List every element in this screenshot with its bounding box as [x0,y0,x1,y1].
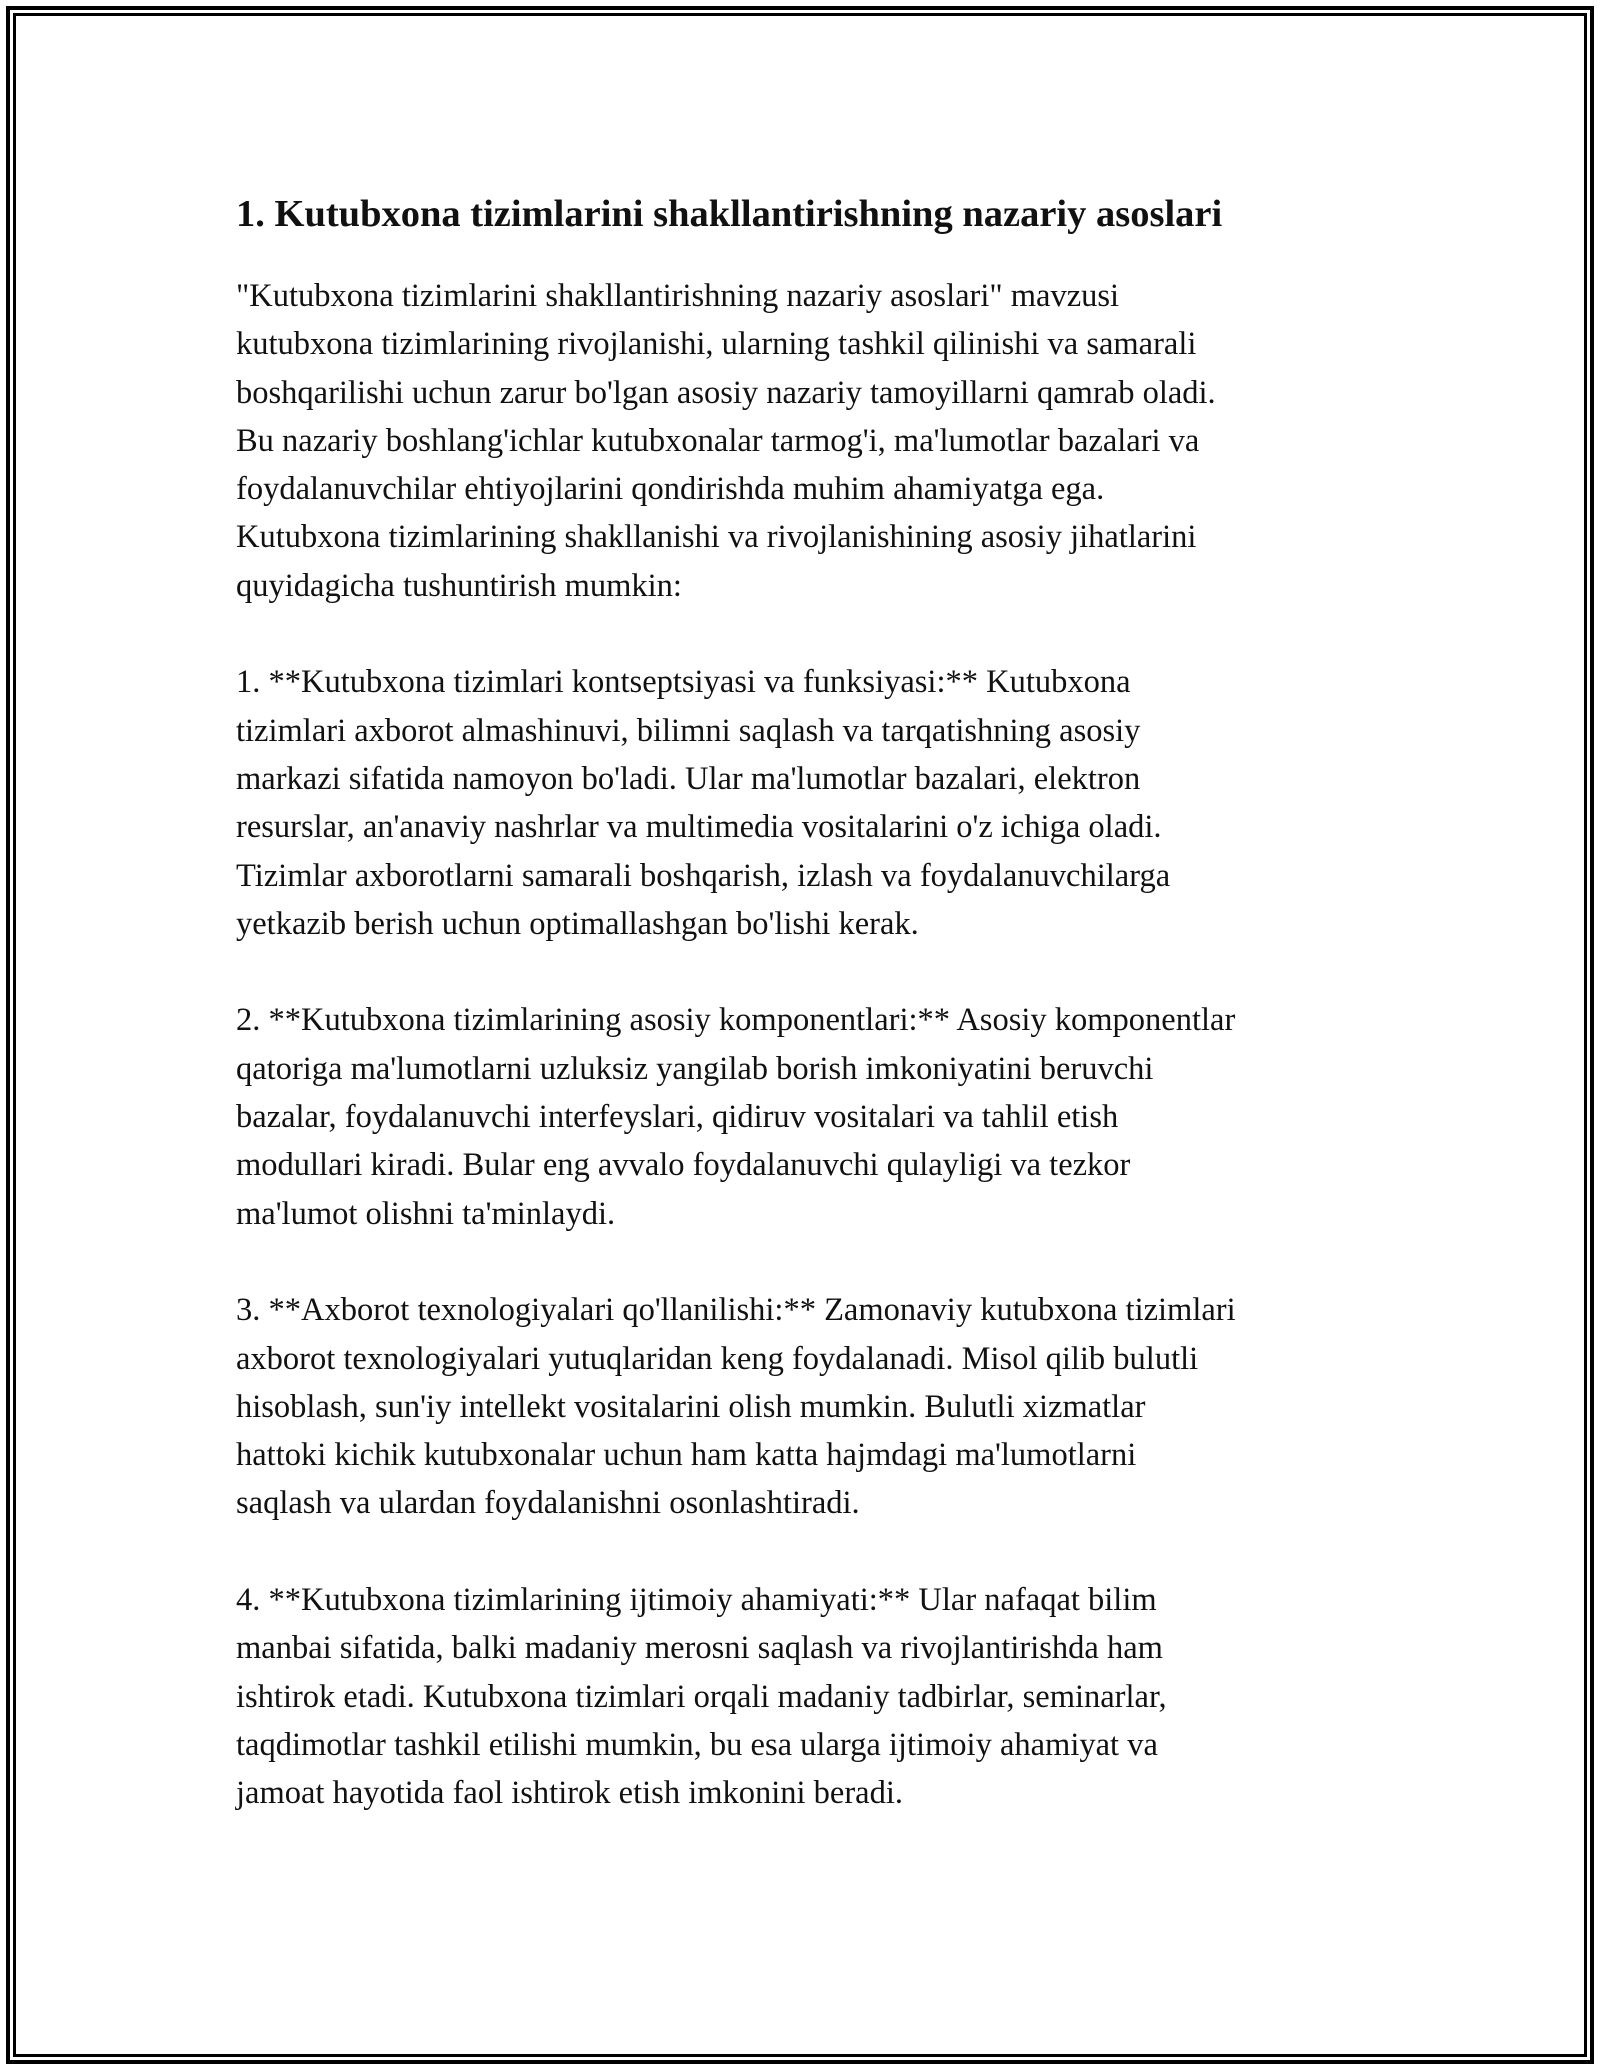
paragraph-line: 1. **Kutubxona tizimlari kontseptsiyasi va funksiyasi:** Kutubxona [236,664,1131,701]
paragraph-line: boshqarilishi uchun zarur bo'lgan asosiy nazariy tamoyillarni qamrab oladi. [236,374,1216,411]
paragraph-line: modullari kiradi. Bular eng avvalo foydalanuvchi qulayligi va tezkor [236,1147,1131,1184]
paragraph-line: quyidagicha tushuntirish mumkin: [236,567,682,604]
paragraph-line: ishtirok etadi. Kutubxona tizimlari orqali madaniy tadbirlar, seminarlar, [236,1678,1167,1715]
paragraph-line: bazalar, foydalanuvchi interfeyslari, qidiruv vositalari va tahlil etish [236,1099,1119,1136]
paragraph-line: qatoriga ma'lumotlarni uzluksiz yangilab borish imkoniyatini beruvchi [236,1050,1154,1087]
list-item-3-paragraph [236,1286,1366,1527]
paragraph-line: "Kutubxona tizimlarini shakllantirishning nazariy asoslari" mavzusi [236,278,1120,314]
paragraph-line: manbai sifatida, balki madaniy merosni saqlash va rivojlantirishda ham [236,1630,1163,1667]
list-item-2-paragraph [236,996,1366,1237]
paragraph-line: 4. **Kutubxona tizimlarining ijtimoiy ahamiyati:** Ular nafaqat bilim [236,1582,1157,1619]
paragraph-line: 2. **Kutubxona tizimlarining asosiy komponentlari:** Asosiy komponentlar [236,1002,1236,1039]
list-item-1-paragraph [236,658,1366,948]
paragraph-line: Bu nazariy boshlang'ichlar kutubxonalar tarmog'i, ma'lumotlar bazalari va [236,422,1200,459]
document-body [236,186,1366,1818]
paragraph-line: markazi sifatida namoyon bo'ladi. Ular ma'lumotlar bazalari, elektron [236,760,1141,797]
paragraph-line: hattoki kichik kutubxonalar uchun ham katta hajmdagi ma'lumotlarni [236,1437,1137,1474]
paragraph-line: hisoblash, sun'iy intellekt vositalarini olish mumkin. Bulutli xizmatlar [236,1388,1146,1425]
paragraph-line: 3. **Axborot texnologiyalari qo'llanilishi:** Zamonaviy kutubxona tizimlari [236,1292,1236,1329]
intro-paragraph [236,272,1366,610]
paragraph-line: axborot texnologiyalari yutuqlaridan keng foydalanadi. Misol qilib bulutli [236,1340,1199,1377]
paragraph-line: tizimlari axborot almashinuvi, bilimni saqlash va tarqatishning asosiy [236,712,1141,749]
paragraph-line: jamoat hayotida faol ishtirok etish imkonini beradi. [236,1775,904,1812]
paragraph-line: Kutubxona tizimlarining shakllanishi va rivojlanishining asosiy jihatlarini [236,519,1197,556]
paragraph-line: taqdimotlar tashkil etilishi mumkin, bu esa ularga ijtimoiy ahamiyat va [236,1726,1158,1763]
paragraph-line: saqlash va ulardan foydalanishni osonlashtiradi. [236,1485,860,1522]
list-item-4-paragraph [236,1576,1366,1817]
paragraph-line: resurslar, an'anaviy nashrlar va multimedia vositalarini o'z ichiga oladi. [236,809,1162,846]
paragraph-line: yetkazib berish uchun optimallashgan bo'lishi kerak. [236,905,919,942]
paragraph-line: kutubxona tizimlarining rivojlanishi, ularning tashkil qilinishi va samarali [236,326,1197,363]
paragraph-line: foydalanuvchilar ehtiyojlarini qondirishda muhim ahamiyatga ega. [236,471,1105,508]
paragraph-line: Tizimlar axborotlarni samarali boshqarish, izlash va foydalanuvchilarga [236,857,1171,894]
document-title: 1. Kutubxona tizimlarini shakllantirishning nazariy asoslari [236,193,1223,235]
paragraph-line: ma'lumot olishni ta'minlaydi. [236,1195,616,1232]
